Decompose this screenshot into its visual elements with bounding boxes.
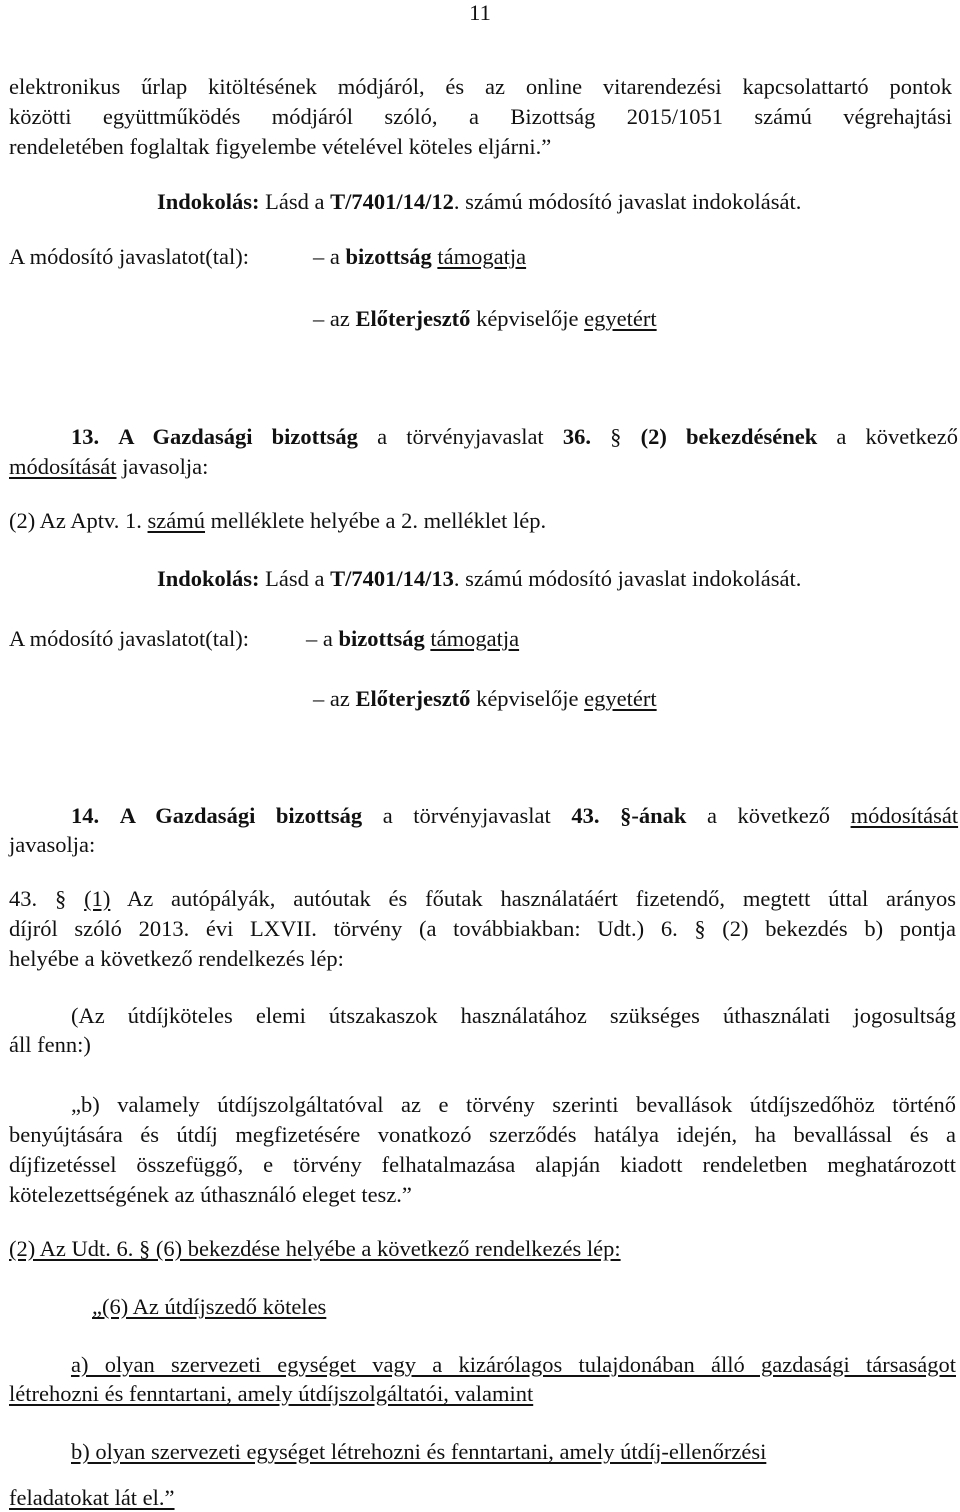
quote-2-line-1: „b) valamely útdíjszolgáltatóval az e törvény szerinti bevallások útdíjszedőhöz történő <box>71 1092 956 1117</box>
quote-1-line-1: (Az útdíjköteles elemi útszakaszok használatához szükséges úthasználati jogosultság <box>71 1003 956 1028</box>
support-label-13: A módosító javaslatot(tal): <box>9 626 249 651</box>
committee-supports-12: – a bizottság támogatja <box>313 244 527 269</box>
justification-13: Indokolás: Lásd a T/7401/14/13. számú módosító javaslat indokolását. <box>157 566 802 591</box>
paragraph-6-heading: „(6) Az útdíjszedő köteles <box>92 1294 327 1319</box>
committee-supports-13: – a bizottság támogatja <box>306 626 520 651</box>
item-13-heading: 13. A Gazdasági bizottság a törvényjavaslat 36. § (2) bekezdésének a következő <box>71 424 959 449</box>
intro-line-1: elektronikus űrlap kitöltésének módjáról, és az online vitarendezési kapcsolattartó pontok <box>9 74 952 99</box>
justification-12: Indokolás: Lásd a T/7401/14/12. számú módosító javaslat indokolását. <box>157 189 802 214</box>
amendment-reference: T/7401/14/13 <box>330 566 454 591</box>
quote-2-line-2: benyújtására és útdíj megfizetésére vonatkozó szerződés hatálya idején, ha bevallással és a <box>9 1122 956 1147</box>
intro-line-3: rendeletében foglaltak figyelembe vételével köteles eljárni.” <box>9 134 552 159</box>
point-a-line-2: létrehozni és fenntartani, amely útdíjszolgáltatói, valamint <box>9 1381 534 1406</box>
item-number: 13. <box>71 424 100 449</box>
point-a-line-1: a) olyan szervezeti egységet vagy a kizárólagos tulajdonában álló gazdasági társaságot <box>71 1352 956 1377</box>
support-label-12: A módosító javaslatot(tal): <box>9 244 249 269</box>
proposer-agrees-13: – az Előterjesztő képviselője egyetért <box>313 686 657 711</box>
section-43-line-2: díjról szóló 2013. évi LXVII. törvény (a továbbiakban: Udt.) 6. § (2) bekezdés b) pontja <box>9 916 956 941</box>
section-43-line-1: 43. § (1) Az autópályák, autóutak és főutak használatáért fizetendő, megtett úttal arányos <box>9 886 957 911</box>
amendment-reference: T/7401/14/12 <box>330 189 454 214</box>
item-13-body: (2) Az Aptv. 1. számú melléklete helyébe a 2. melléklet lép. <box>9 508 547 533</box>
section-43-line-3: helyébe a következő rendelkezés lép: <box>9 946 344 971</box>
page-number: 11 <box>469 0 491 25</box>
paragraph-2-heading: (2) Az Udt. 6. § (6) bekezdése helyébe a következő rendelkezés lép: <box>9 1236 621 1261</box>
item-14-heading-cont: javasolja: <box>9 832 96 857</box>
intro-line-2: közötti együttműködés módjáról szóló, a Bizottság 2015/1051 számú végrehajtási <box>9 104 952 129</box>
justification-label: Indokolás: <box>157 566 260 591</box>
justification-label: Indokolás: <box>157 189 260 214</box>
proposer-agrees-12: – az Előterjesztő képviselője egyetért <box>313 306 657 331</box>
item-number: 14. <box>71 803 100 828</box>
point-b-line-2: feladatokat lát el.” <box>9 1485 175 1510</box>
point-b-line-1: b) olyan szervezeti egységet létrehozni és fenntartani, amely útdíj-ellenőrzési <box>71 1439 767 1464</box>
quote-1-line-2: áll fenn:) <box>9 1032 91 1057</box>
item-13-heading-cont: módosítását javasolja: <box>9 454 209 479</box>
quote-2-line-3: díjfizetéssel összefüggő, e törvény felhatalmazása alapján kiadott rendeletben meghatározott <box>9 1152 956 1177</box>
item-14-heading: 14. A Gazdasági bizottság a törvényjavaslat 43. §-ának a következő módosítását <box>71 803 959 828</box>
quote-2-line-4: kötelezettségének az úthasználó eleget tesz.” <box>9 1182 412 1207</box>
